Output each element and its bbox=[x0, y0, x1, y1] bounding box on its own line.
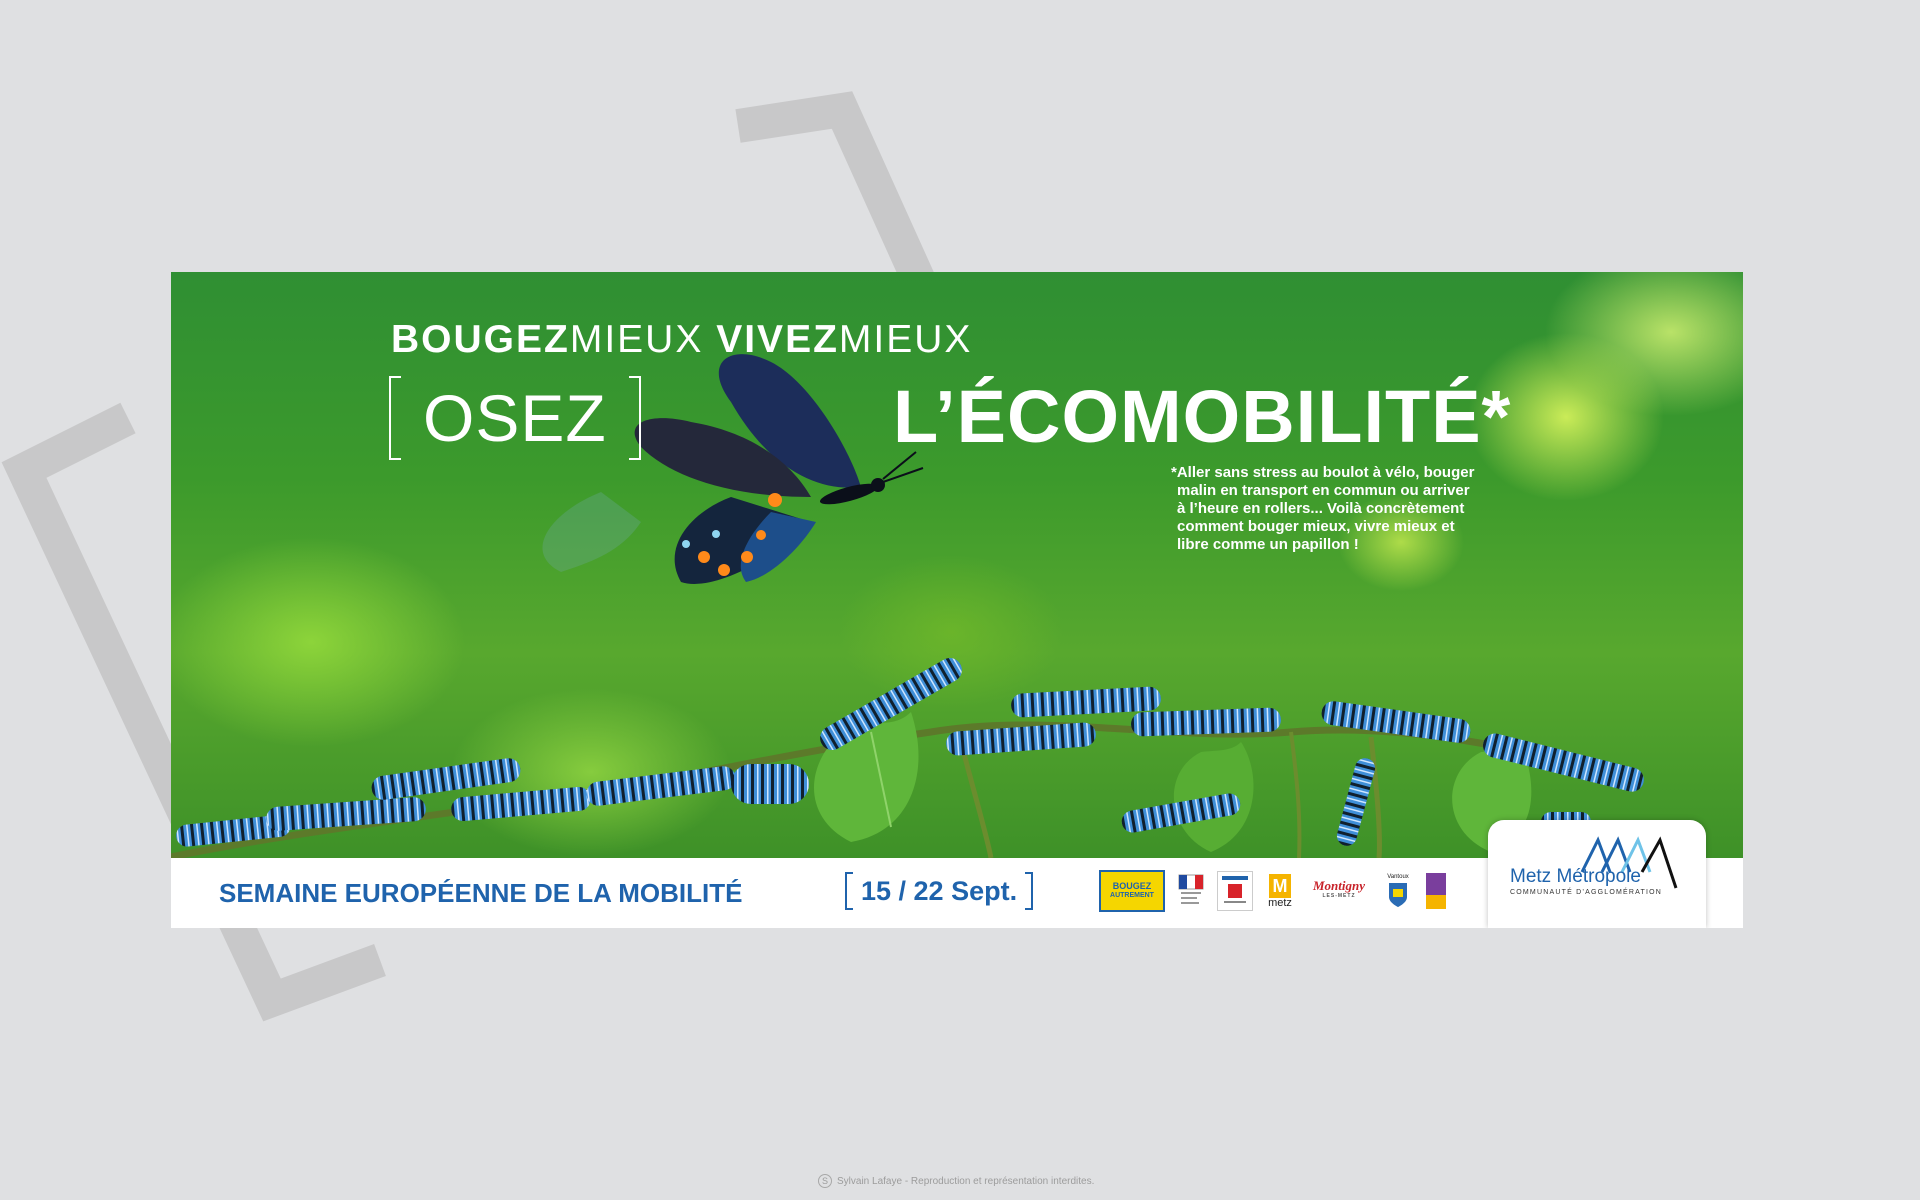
footnote-text bbox=[1171, 464, 1481, 554]
metz-metropole-card bbox=[1488, 820, 1706, 928]
headline-bougez: BOUGEZ bbox=[391, 318, 570, 361]
montigny-logo bbox=[1307, 872, 1371, 910]
headline-mieux-1: MIEUX bbox=[569, 318, 704, 361]
osez-block bbox=[389, 376, 641, 460]
partner-logos bbox=[1099, 870, 1447, 912]
montigny-sub-text: LES-METZ bbox=[1322, 893, 1356, 899]
ademe-icon bbox=[1220, 874, 1250, 908]
footnote-line: à l’heure en rollers... Voilà concrètement bbox=[1177, 500, 1465, 517]
metz-m-icon: M bbox=[1269, 874, 1291, 898]
marianne-icon bbox=[1178, 874, 1204, 908]
footnote-line: *Aller sans stress au boulot à vélo, bouger bbox=[1171, 464, 1475, 481]
event-dates: 15 / 22 Sept. bbox=[861, 875, 1018, 906]
vantoux-logo-text: Vantoux bbox=[1387, 874, 1409, 880]
metz-metropole-name: Metz Métropole bbox=[1510, 866, 1641, 887]
vantoux-logo bbox=[1383, 872, 1413, 910]
osez-right-bracket bbox=[629, 376, 641, 460]
headline-bougez-vivez bbox=[391, 318, 972, 362]
copyright-text: Sylvain Lafaye - Reproduction et représentation interdites. bbox=[837, 1175, 1095, 1187]
vantoux-crest-icon bbox=[1387, 881, 1409, 909]
osez-left-bracket bbox=[389, 376, 401, 460]
metz-metropole-tagline: COMMUNAUTÉ D’AGGLOMÉRATION bbox=[1510, 889, 1663, 896]
bougez-logo-text: BOUGEZ bbox=[1112, 881, 1152, 891]
woippy-icon bbox=[1426, 873, 1446, 909]
bougez-autrement-logo bbox=[1099, 870, 1165, 912]
metz-logo-text: metz bbox=[1268, 897, 1292, 909]
footnote-line: malin en transport en commun ou arriver bbox=[1177, 482, 1470, 499]
osez-text: OSEZ bbox=[423, 381, 607, 455]
poster-photo bbox=[171, 272, 1743, 858]
footnote-line: libre comme un papillon ! bbox=[1177, 536, 1359, 553]
headline-mieux-2: MIEUX bbox=[838, 318, 973, 361]
mobility-week-title: SEMAINE EUROPÉENNE DE LA MOBILITÉ bbox=[219, 878, 743, 908]
date-right-bracket bbox=[1025, 872, 1033, 910]
ecomobilite-headline: L’ÉCOMOBILITÉ* bbox=[893, 375, 1512, 458]
headline-vivez: VIVEZ bbox=[716, 318, 839, 361]
metz-logo bbox=[1265, 872, 1295, 910]
woippy-logo bbox=[1425, 872, 1447, 910]
date-left-bracket bbox=[845, 872, 853, 910]
republique-francaise-logo bbox=[1177, 872, 1205, 910]
montigny-logo-text: Montigny bbox=[1312, 878, 1365, 893]
copyright-credit bbox=[818, 1174, 1094, 1188]
autrement-logo-text: AUTREMENT bbox=[1110, 892, 1154, 899]
ademe-logo bbox=[1217, 871, 1253, 911]
footnote-line: comment bouger mieux, vivre mieux et bbox=[1177, 518, 1455, 535]
sylvain-lafaye-logo-icon: S bbox=[818, 1174, 832, 1188]
poster-banner bbox=[171, 272, 1743, 928]
date-block bbox=[845, 872, 1033, 910]
